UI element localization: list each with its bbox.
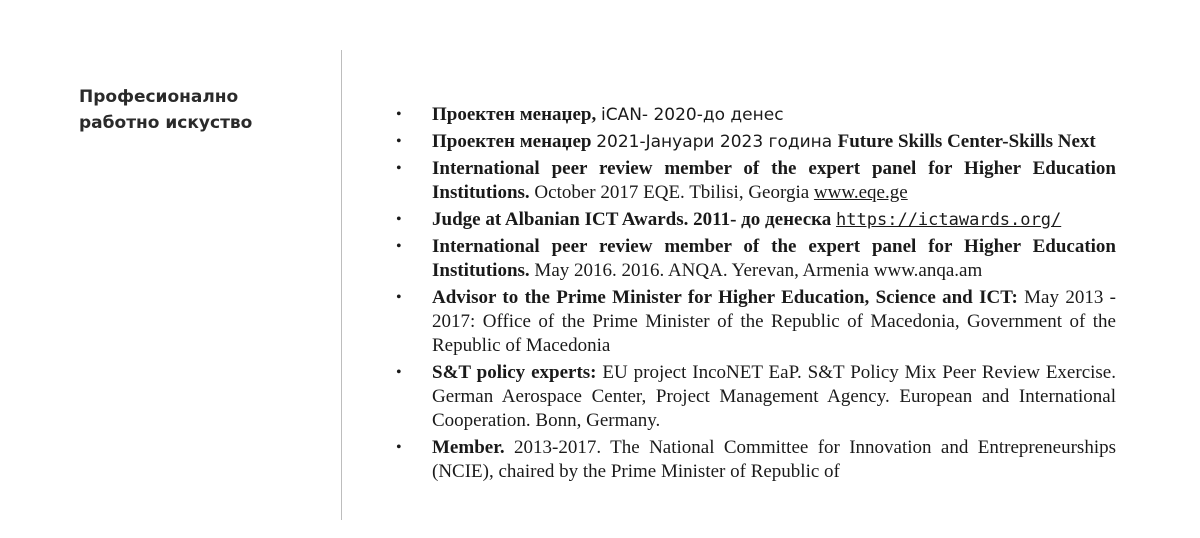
link-text[interactable]: https://ictawards.org/ xyxy=(836,210,1062,230)
role-title: Проектен менаџер xyxy=(432,131,597,152)
role-title: Проектен менаџер, xyxy=(432,104,601,125)
vertical-divider xyxy=(341,50,342,520)
detail-text: 2013-2017. The National Committee for Innovation and Entrepreneurships (NCIE), chaired by the Prime Minister of Republic of xyxy=(432,437,1116,482)
experience-item xyxy=(396,235,1116,283)
role-title: Judge at Albanian ICT Awards. 2011- до денеска xyxy=(432,209,837,230)
role-title: International peer review member of the expert panel for Higher Education Institutions. xyxy=(432,158,1116,203)
experience-item xyxy=(396,103,1116,127)
bullet-icon: • xyxy=(396,160,402,177)
detail-text: October 2017 EQE. Tbilisi, Georgia xyxy=(529,182,814,203)
bullet-icon: • xyxy=(396,211,402,228)
bullet-icon: • xyxy=(396,133,402,150)
experience-item xyxy=(396,130,1116,154)
experience-item xyxy=(396,208,1116,232)
role-title: S&T policy experts: xyxy=(432,362,597,383)
experience-item xyxy=(396,157,1116,205)
detail-text: iCAN- 2020-до денес xyxy=(600,105,784,125)
role-title: Advisor to the Prime Minister for Higher Education, Science and ICT: xyxy=(432,287,1018,308)
detail-text: EU project IncoNET EaP. S&T Policy Mix Peer Review Exercise. German Aerospace Center, Project Management Agency. European and International Cooperation. Bonn, Germany. xyxy=(432,362,1116,431)
detail-text: 2021-Јануари 2023 година xyxy=(596,132,838,152)
bullet-icon: • xyxy=(396,439,402,456)
link-text[interactable]: www.eqe.ge xyxy=(813,182,908,203)
role-title: Future Skills Center-Skills Next xyxy=(837,131,1096,152)
detail-text: May 2013 - 2017: Office of the Prime Minister of the Republic of Macedonia, Government of the Republic of Macedonia xyxy=(432,287,1117,356)
experience-list xyxy=(396,103,1116,484)
section-heading xyxy=(79,84,299,136)
experience-item xyxy=(396,286,1116,358)
role-title: International peer review member of the expert panel for Higher Education Institutions. xyxy=(432,236,1116,281)
bullet-icon: • xyxy=(396,364,402,381)
detail-text: May 2016. 2016. ANQA. Yerevan, Armenia www.anqa.am xyxy=(529,260,983,281)
section-heading-line-2: работно искуство xyxy=(79,113,253,133)
role-title: Member. xyxy=(432,437,505,458)
bullet-icon: • xyxy=(396,238,402,255)
section-heading-line-1: Професионално xyxy=(79,87,239,107)
experience-item xyxy=(396,361,1116,433)
bullet-icon: • xyxy=(396,106,402,123)
bullet-icon: • xyxy=(396,289,402,306)
experience-item xyxy=(396,436,1116,484)
